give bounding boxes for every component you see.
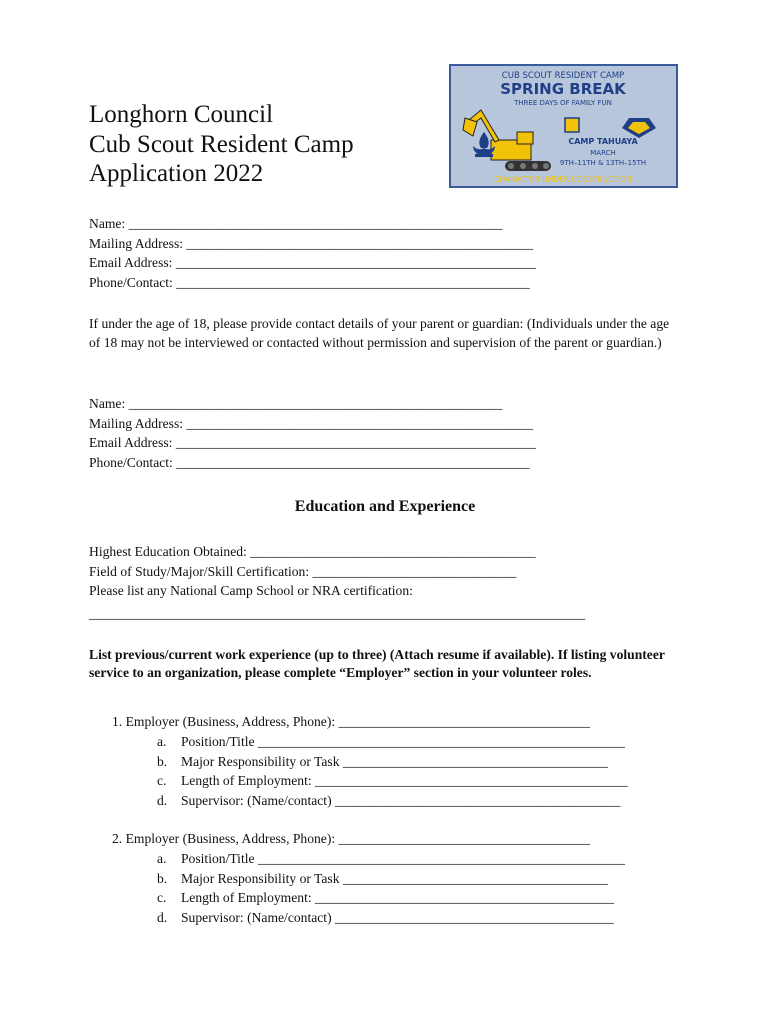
logo-bottom-text: CHARACTER UNDER CONSTRUCTION <box>494 175 632 184</box>
field-label: Supervisor: (Name/contact) __________________________________________ <box>181 792 621 808</box>
guardian-phone-field[interactable]: Phone/Contact: ____________________________________________________ <box>89 454 530 470</box>
list-letter: c. <box>157 890 167 905</box>
list-letter: d. <box>157 792 168 808</box>
employer-1-supervisor-field[interactable] <box>157 791 620 811</box>
logo-camp-name: CAMP TAHUAYA <box>568 137 638 146</box>
logo-subtitle: THREE DAYS OF FAMILY FUN <box>514 99 612 107</box>
employer-2-field[interactable]: 2. Employer (Business, Address, Phone): _____________________________________ <box>112 831 591 846</box>
employer-1-length-field[interactable] <box>157 771 628 791</box>
field-label: Length of Employment: ______________________________________________ <box>181 773 628 788</box>
field-label: Position/Title ______________________________________________________ <box>181 734 625 749</box>
field-label: Major Responsibility or Task _______________________________________ <box>181 753 608 769</box>
guardian-note: If under the age of 18, please provide contact details of your parent or guardian: (Individuals under the age of 18 may not be interviewed or contacted without permission and supervision of the parent or guardian.) <box>89 316 670 350</box>
title-line-2: Cub Scout Resident Camp <box>89 130 354 158</box>
field-label: Major Responsibility or Task _______________________________________ <box>181 870 608 886</box>
applicant-email-field[interactable]: Email Address: _____________________________________________________ <box>89 255 537 270</box>
camp-logo <box>449 64 678 188</box>
page-title <box>89 100 354 189</box>
employer-1-position-field[interactable] <box>157 732 625 752</box>
employer-2-supervisor-field[interactable] <box>157 908 614 928</box>
list-letter: d. <box>157 909 168 925</box>
employer-1-field[interactable]: 1. Employer (Business, Address, Phone): _____________________________________ <box>112 714 591 729</box>
list-letter: b. <box>157 753 168 769</box>
title-line-1: Longhorn Council <box>89 101 274 128</box>
education-heading: Education and Experience <box>294 498 476 515</box>
excavator-icon <box>463 110 551 171</box>
logo-dates: 9TH–11TH & 13TH–15TH <box>559 159 647 167</box>
employer-2-length-field[interactable] <box>157 888 614 908</box>
work-experience-instructions: List previous/current work experience (up to three) (Attach resume if available). If listing volunteer service to an organization, please complete “Employer” section in your volunteer roles. <box>89 647 665 680</box>
highest-education-field[interactable]: Highest Education Obtained: __________________________________________ <box>89 544 536 559</box>
field-of-study-field[interactable]: Field of Study/Major/Skill Certification: ______________________________ <box>89 563 517 579</box>
employer-2-responsibility-field[interactable] <box>157 869 608 889</box>
employer-2-position-field[interactable] <box>157 849 625 869</box>
applicant-mailing-address-field[interactable]: Mailing Address: ___________________________________________________ <box>89 235 534 251</box>
field-label: Supervisor: (Name/contact) _________________________________________ <box>181 909 614 925</box>
camp-logo-art <box>451 66 676 186</box>
list-letter: a. <box>157 851 167 866</box>
certification-label: Please list any National Camp School or NRA certification: <box>89 583 413 598</box>
list-letter: b. <box>157 870 168 886</box>
list-letter: c. <box>157 773 167 788</box>
logo-headline: SPRING BREAK <box>500 80 626 98</box>
certification-field[interactable]: _________________________________________________________________________ <box>89 606 586 621</box>
logo-month: MARCH <box>590 149 616 157</box>
title-line-3: Application 2022 <box>89 160 264 187</box>
field-label: Length of Employment: ____________________________________________ <box>181 890 615 905</box>
guardian-mailing-address-field[interactable]: Mailing Address: ___________________________________________________ <box>89 415 534 431</box>
cub-scout-emblem-icon <box>565 118 656 138</box>
field-label: Position/Title ______________________________________________________ <box>181 851 625 866</box>
employer-1-responsibility-field[interactable] <box>157 752 608 772</box>
list-letter: a. <box>157 734 167 749</box>
logo-top-text: CUB SCOUT RESIDENT CAMP <box>501 71 625 81</box>
applicant-name-field[interactable]: Name: _______________________________________________________ <box>89 216 503 231</box>
guardian-email-field[interactable]: Email Address: _____________________________________________________ <box>89 435 537 450</box>
guardian-name-field[interactable]: Name: _______________________________________________________ <box>89 396 503 411</box>
applicant-phone-field[interactable]: Phone/Contact: ____________________________________________________ <box>89 274 530 290</box>
